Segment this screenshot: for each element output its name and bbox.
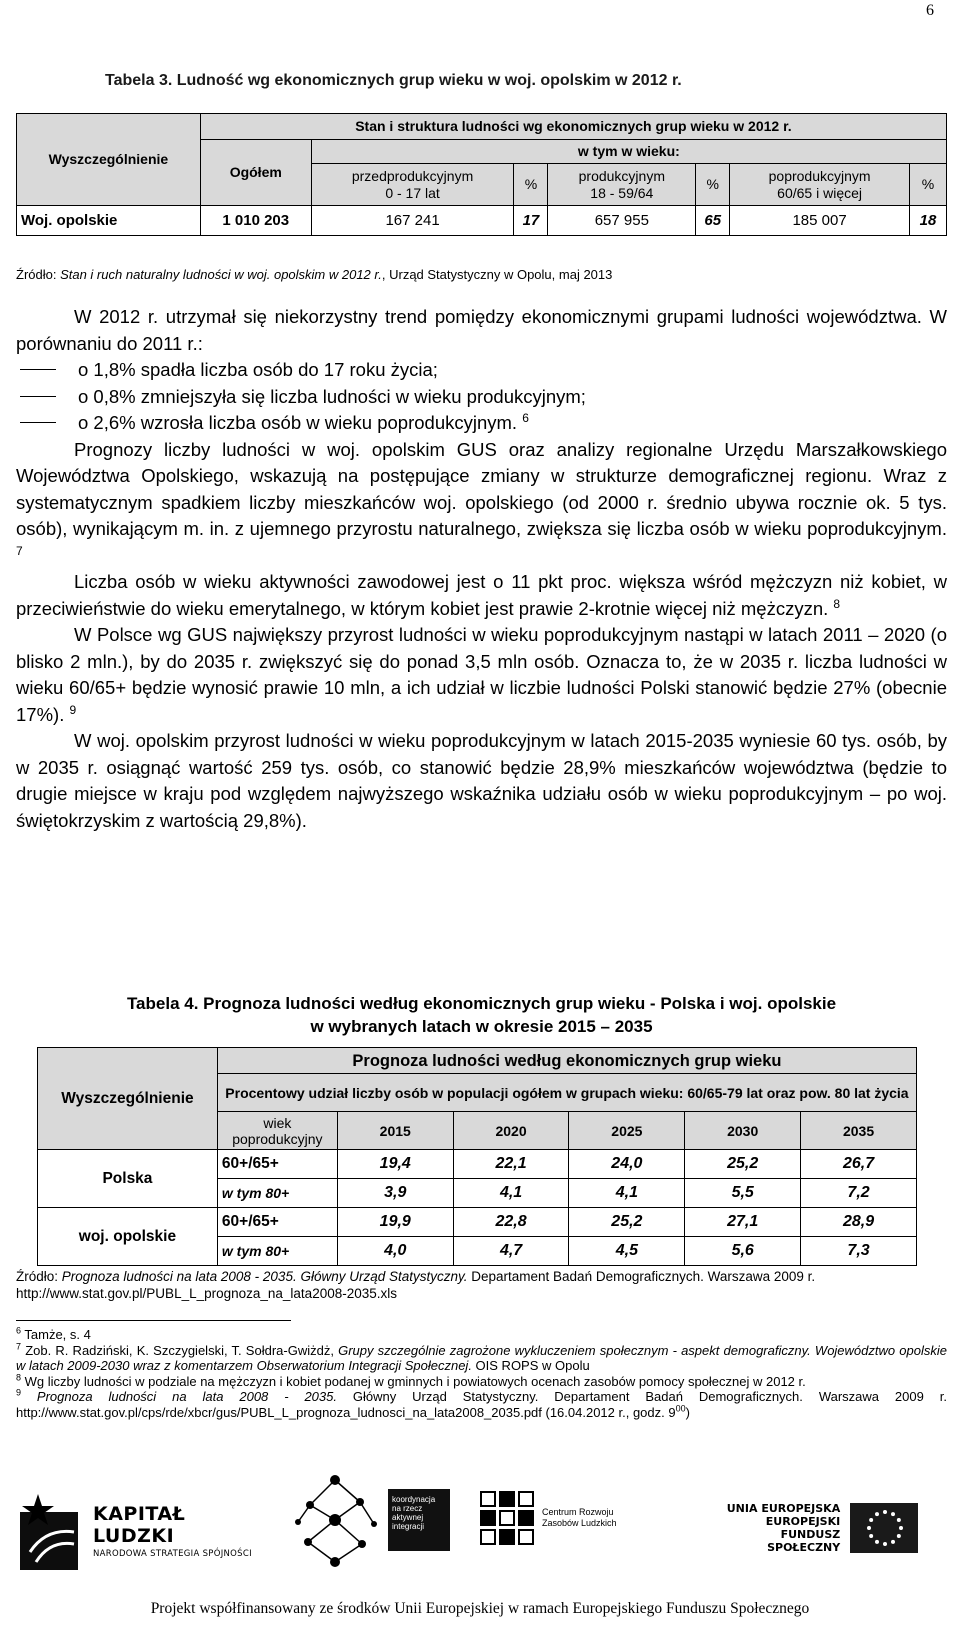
t4-value: 27,1 [685, 1208, 801, 1237]
koordynacja-text: koordynacja na rzecz aktywnej integracji [388, 1489, 450, 1551]
table-row [17, 206, 947, 236]
t4-value: 3,9 [337, 1179, 453, 1208]
t3-post-pct: 18 [909, 206, 946, 236]
crzl-text: Centrum Rozwoju Zasobów Ludzkich [542, 1507, 617, 1528]
table3 [16, 113, 947, 236]
kapital-ludzki-logo [16, 1492, 266, 1570]
crzl-logo [480, 1478, 630, 1558]
footnotes [16, 1327, 947, 1420]
t4-value: 7,3 [801, 1237, 917, 1266]
paragraph-2: Prognozy liczby ludności w woj. opolskim GUS oraz analizy regionalne Urzędu Marszałkowskiego Województwa Opolskiego, wskazują na postępujące zmiany w strukturze demograficznej regionu. Wraz z systematycznym spadkiem liczby mieszkańców woj. opolskiego (od 2000 r. średnio ubywa rocznie ok. 5 tys. osób), wynikającym m. in. z ujemnego przyrostu naturalnego, zwiększa się liczba osób w wieku poprodukcyjnym. $^7$ [16, 438, 947, 558]
t4-year-header: 2035 [801, 1112, 917, 1150]
paragraph-3: Liczba osób w wieku aktywności zawodowej jest o 11 pkt proc. większa wśród mężczyzn niż kobiet, w przeciwieństwie do wieku emerytalnego, w którym kobiet jest prawie 2-krotnie więcej niż mężczyzn. $^8$ [16, 571, 947, 619]
t4-value: 19,4 [337, 1150, 453, 1179]
t4-value: 26,7 [801, 1150, 917, 1179]
t3-prod-pct: 65 [696, 206, 730, 236]
table4 [37, 1047, 917, 1266]
list-item: o 0,8% zmniejszyła się liczba ludności w wieku produkcyjnym; [16, 384, 947, 411]
eu-flag-icon [850, 1503, 918, 1553]
t4-value: 5,5 [685, 1179, 801, 1208]
t4-age-label: 60+/65+ [217, 1150, 337, 1179]
t4-age-label: w tym 80+ [217, 1179, 337, 1208]
body-text [16, 304, 947, 834]
t4-col-spec: Wyszczególnienie [38, 1048, 218, 1150]
t4-age-label: w tym 80+ [217, 1237, 337, 1266]
eu-logo [708, 1488, 918, 1568]
koordynacja-logo [290, 1468, 455, 1572]
paragraph-4: W Polsce wg GUS największy przyrost ludności w wieku poprodukcyjnym nastąpi w latach 2011 – 2020 (o blisko 2 mln.), by do 2035 r. zwiększyć się do ponad 3,5 mln osób. Oznacza to, że w 2035 r. liczba ludności w wieku 60/65+ będzie wynosić prawie 10 mln, a ich udział w liczbie ludności Polski stanowić będzie 27% (obecnie 17%). $^9$ [16, 624, 947, 725]
t3-pre: 167 241 [311, 206, 514, 236]
table3-title: Tabela 3. Ludność wg ekonomicznych grup wieku w woj. opolskim w 2012 r. [105, 72, 682, 89]
t4-group-label: woj. opolskie [38, 1208, 218, 1266]
t3-prod-header: produkcyjnym 18 - 59/64 [548, 164, 696, 206]
t3-pct-header: % [909, 164, 946, 206]
eu-line-1: UNIA EUROPEJSKA [726, 1502, 841, 1515]
footnote-ref: 9 [69, 702, 77, 717]
footnote-ref: 8 [833, 596, 841, 611]
footnote-9: $^9$ Prognoza ludności na lata 2008 - 2035. Główny Urząd Statystyczny. Departament Badań Demograficznych. Warszawa 2009 r. http://www.stat.gov.pl/cps/rde/xbcr/gus/PUBL_L_prognoza_ludnosci_na_lata2008_2035.pdf (16.04.2012 r., godz. $9^{00}$) [16, 1387, 947, 1420]
eu-line-2: EUROPEJSKI [765, 1515, 841, 1528]
t4-sub-header: Procentowy udział liczby osób w populacji ogółem w grupach wieku: 60/65-79 lat oraz pow. 80 lat życia [217, 1074, 916, 1112]
footnote-8: $^8$ Wg liczby ludności w podziale na mężczyzn i kobiet podanej w gminnych i powiatowych ocenach zasobów pomocy społecznej w 2012 r. [16, 1372, 806, 1389]
t4-value: 4,1 [569, 1179, 685, 1208]
t4-age-label: 60+/65+ [217, 1208, 337, 1237]
t4-value: 4,7 [453, 1237, 569, 1266]
t3-pre-header: przedprodukcyjnym 0 - 17 lat [311, 164, 514, 206]
paragraph-5: W woj. opolskim przyrost ludności w wieku poprodukcyjnym w latach 2015-2035 wyniesie 60 tys. osób, by w 2035 r. osiągnąć wartość 259 tys. osób, co stanowić będzie 28,9% mieszkańców województwa (będzie to drugie miejsce w kraju pod względem najwyższego wskaźnika udziału osób w wieku poprodukcyjnym – po woj. świętokrzyskim z wartością 29,8%). [16, 730, 947, 831]
footnote-7: $^7$ Zob. R. Radziński, K. Szczygielski, T. Sołdra-Gwiżdż, Grupy szczególnie zagrożone wykluczeniem społecznym - aspekt demograficzny. Województwo opolskie w latach 2009-2030 wraz z komentarzem Obserwatorium Integracji Społecznej. OIS ROPS w Opolu [16, 1341, 947, 1373]
page-number: 6 [926, 2, 934, 19]
list-item: o 1,8% spadła liczba osób do 17 roku życia; [16, 357, 947, 384]
t3-pre-pct: 17 [514, 206, 548, 236]
t3-pct-header: % [696, 164, 730, 206]
list-item: o 2,6% wzrosła liczba osób w wieku poprodukcyjnym. $^6$ [16, 410, 947, 437]
kl-subtitle: NARODOWA STRATEGIA SPÓJNOŚCI [92, 1549, 252, 1559]
t3-prod: 657 955 [548, 206, 696, 236]
t4-value: 19,9 [337, 1208, 453, 1237]
table4-title: Tabela 4. Prognoza ludności według ekonomicznych grup wieku - Polska i woj. opolskie w wybranych latach w okresie 2015 – 2035 [126, 994, 837, 1036]
footnote-ref: 6 [522, 410, 529, 425]
table4-source: Źródło: Prognoza ludności na lata 2008 - 2035. Główny Urząd Statystyczny. Departament Badań Demograficznych. Warszawa 2009 r. http://www.stat.gov.pl/PUBL_L_prognoza_na_lata2008-2035.xls [16, 1269, 816, 1301]
t3-post-header: poprodukcyjnym 60/65 i więcej [730, 164, 910, 206]
t4-year-header: 2030 [685, 1112, 801, 1150]
t3-total: 1 010 203 [200, 206, 311, 236]
t3-post: 185 007 [730, 206, 910, 236]
kapital-ludzki-mark-icon [16, 1492, 85, 1570]
t4-super-header: Prognoza ludności według ekonomicznych grup wieku [217, 1048, 916, 1074]
table-row [38, 1208, 917, 1237]
t3-row-label: Woj. opolskie [17, 206, 201, 236]
t4-value: 24,0 [569, 1150, 685, 1179]
table-row [38, 1150, 917, 1179]
paragraph-1: W 2012 r. utrzymał się niekorzystny trend pomiędzy ekonomicznymi grupami ludności województwa. W porównaniu do 2011 r.: [16, 306, 947, 354]
t4-year-header: 2015 [337, 1112, 453, 1150]
t4-group-label: Polska [38, 1150, 218, 1208]
t4-age-header: wiek poprodukcyjny [217, 1112, 337, 1150]
eu-line-3: FUNDUSZ SPOŁECZNY [767, 1528, 841, 1554]
t4-year-header: 2020 [453, 1112, 569, 1150]
t3-ogolem: Ogółem [200, 140, 311, 206]
table3-source: Źródło: Stan i ruch naturalny ludności w woj. opolskim w 2012 r., Urząd Statystyczny w Opolu, maj 2013 [16, 267, 613, 282]
t4-value: 4,5 [569, 1237, 685, 1266]
page-footer: Projekt współfinansowany ze środków Unii Europejskiej w ramach Europejskiego Funduszu Społecznego [150, 1600, 810, 1617]
t3-pct-header: % [514, 164, 548, 206]
kl-title: KAPITAŁ LUDZKI [92, 1503, 186, 1547]
t3-super-header: Stan i struktura ludności wg ekonomicznych grup wieku w 2012 r. [200, 114, 946, 140]
t4-value: 28,9 [801, 1208, 917, 1237]
t4-value: 5,6 [685, 1237, 801, 1266]
t3-col-spec: Wyszczególnienie [17, 114, 201, 206]
t4-value: 7,2 [801, 1179, 917, 1208]
footnote-6: $^6$ Tamże, s. 4 [16, 1325, 91, 1342]
logo-bar [0, 1460, 960, 1580]
t4-value: 25,2 [685, 1150, 801, 1179]
crzl-grid-icon [480, 1491, 534, 1545]
t4-value: 4,0 [337, 1237, 453, 1266]
t4-value: 25,2 [569, 1208, 685, 1237]
t3-w-tym: w tym w wieku: [311, 140, 946, 164]
t4-year-header: 2025 [569, 1112, 685, 1150]
t4-value: 4,1 [453, 1179, 569, 1208]
t4-value: 22,1 [453, 1150, 569, 1179]
footnote-ref: 7 [16, 543, 23, 558]
t4-value: 22,8 [453, 1208, 569, 1237]
network-icon [290, 1470, 380, 1570]
footnote-divider [16, 1320, 291, 1321]
